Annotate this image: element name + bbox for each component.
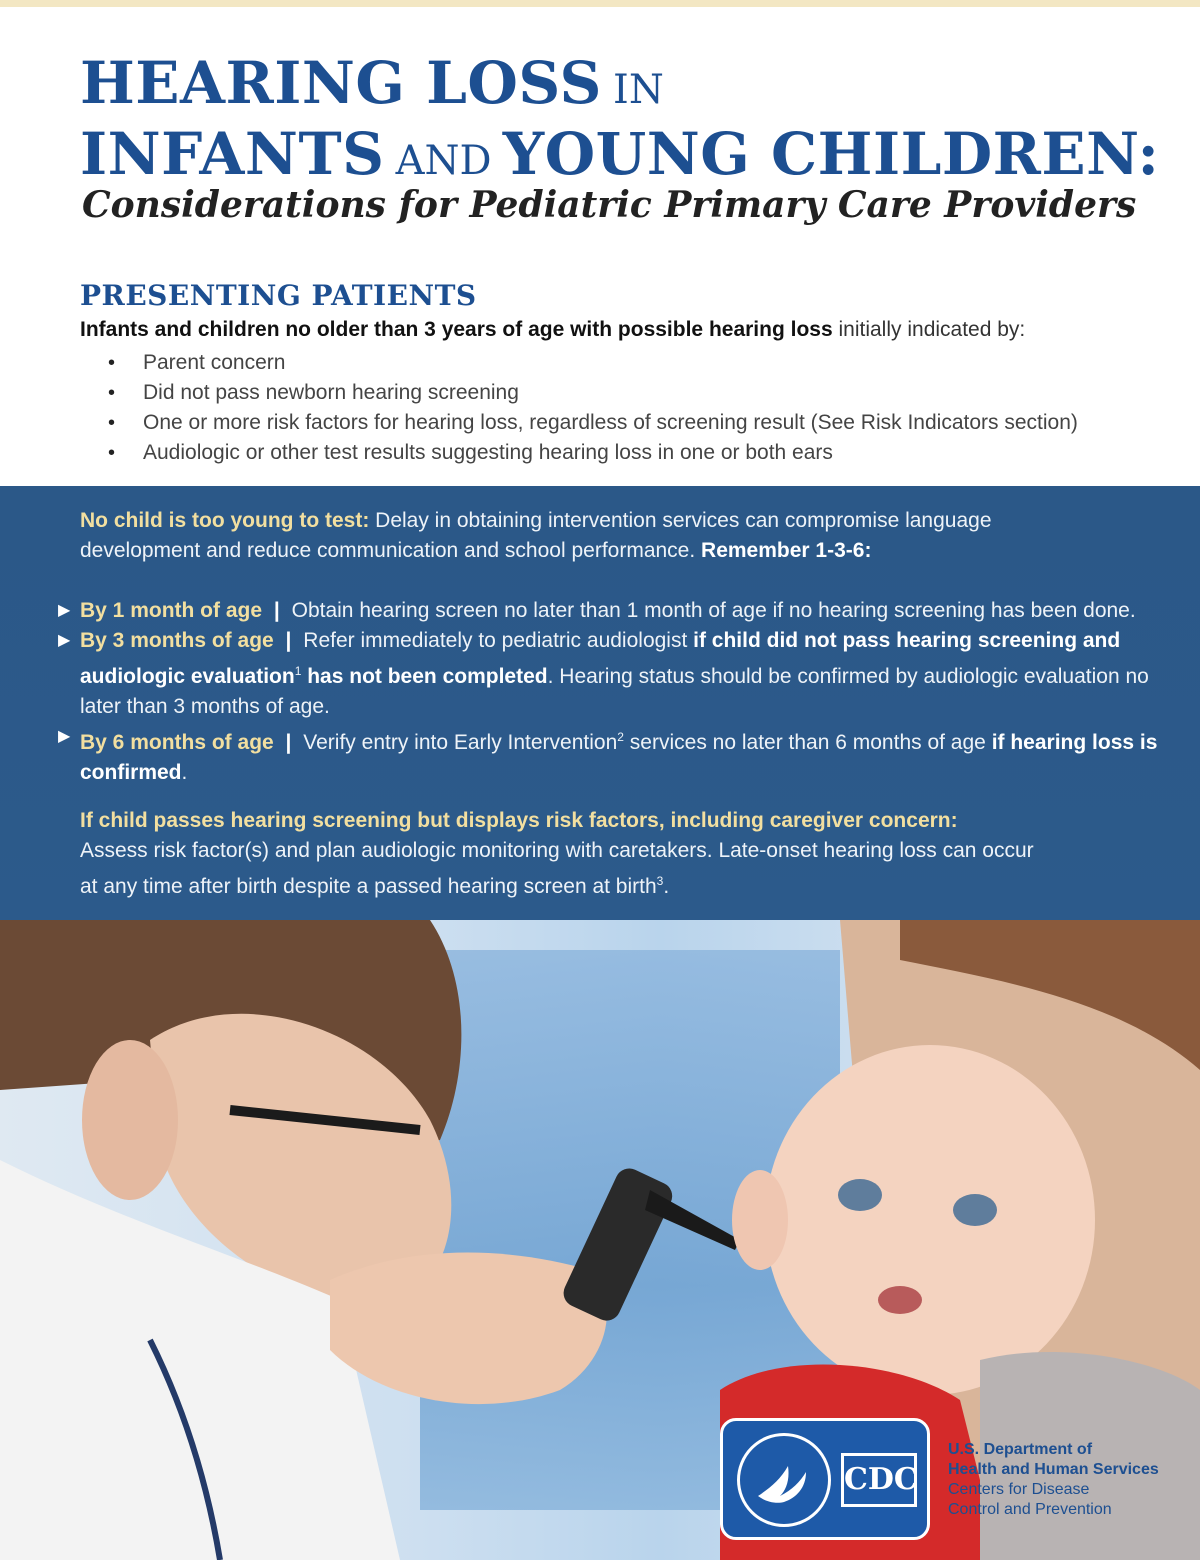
milestone-text: Obtain hearing screen no later than 1 month of age if no hearing screening has been done. <box>291 599 1136 622</box>
milestone-bold: if child did not pass hearing screening and audiologic evaluation <box>80 629 1121 688</box>
milestone-text: . Hearing status should be confirmed by audiologic evaluation no later than 3 months of age. <box>80 665 1149 718</box>
title-infants: INFANTS <box>80 120 385 188</box>
top-accent-bar <box>0 0 1200 7</box>
para3-lead: If child passes hearing screening but displays risk factors, including caregiver concern: <box>80 809 958 832</box>
title-line1: HEARING LOSS <box>80 49 602 117</box>
milestone-text: Refer immediately to pediatric audiologist <box>303 629 694 652</box>
para1-end: Remember 1-3-6: <box>701 539 872 562</box>
remember-136-band <box>0 486 1200 920</box>
separator: | <box>285 731 292 754</box>
agency-line: U.S. Department of <box>948 1441 1093 1458</box>
triangle-right-icon: ▶ <box>58 632 71 649</box>
presenting-list <box>80 348 1078 468</box>
para1-lead: No child is too young to test: <box>80 509 370 532</box>
list-item: • Audiologic or other test results suggesting hearing loss in one or both ears <box>80 438 1078 468</box>
doctor-ear <box>82 1040 178 1200</box>
hhs-seal-icon <box>737 1433 831 1527</box>
otoscope-icon <box>559 1164 677 1325</box>
milestone-label: By 6 months of age <box>80 731 274 754</box>
footnote-ref: 1 <box>294 664 302 678</box>
footnote-ref: 3 <box>656 874 664 888</box>
separator: | <box>285 629 292 652</box>
milestone-row-1-month <box>58 596 1178 626</box>
para3-end: . <box>663 875 670 898</box>
milestone-text: Verify entry into Early Intervention <box>303 731 618 754</box>
milestone-bold: has not been completed <box>301 665 548 688</box>
footnote-ref: 2 <box>617 730 624 744</box>
triangle-right-icon: ▶ <box>58 602 71 619</box>
agency-line: Control and Prevention <box>948 1501 1112 1518</box>
doctor-hand <box>330 1253 607 1405</box>
list-item: • Did not pass newborn hearing screening <box>80 378 1078 408</box>
cdc-logo <box>720 1418 930 1540</box>
milestone-row-3-months <box>58 626 1178 722</box>
page-title <box>80 49 1160 194</box>
baby-eye-left <box>838 1179 882 1211</box>
para1-text: Delay in obtaining intervention services can compromise language development and reduce communication and school performance. <box>80 509 992 562</box>
triangle-right-icon: ▶ <box>58 728 71 745</box>
milestone-label: By 1 month of age <box>80 599 263 622</box>
title-young-children: YOUNG CHILDREN: <box>502 120 1160 188</box>
title-and: AND <box>395 138 492 184</box>
presenting-intro <box>80 318 1025 342</box>
intro-rest: initially indicated by: <box>832 318 1026 341</box>
milestone-list <box>58 596 1178 788</box>
agency-line: Centers for Disease <box>948 1481 1090 1498</box>
list-item: • One or more risk factors for hearing loss, regardless of screening result (See Risk Indicators section) <box>80 408 1078 438</box>
doctor-examining-infant-photo <box>0 920 1200 1560</box>
baby-eye-right <box>953 1194 997 1226</box>
eagle-icon <box>740 1436 828 1524</box>
intro-bold: Infants and children no older than 3 years of age with possible hearing loss <box>80 318 833 341</box>
milestone-bold: if hearing loss is confirmed <box>80 731 1158 784</box>
list-item: • Parent concern <box>80 348 1078 378</box>
para3-text: Assess risk factor(s) and plan audiologic monitoring with caretakers. Late-onset hearing loss can occur at any time after birth despite a passed hearing screen at birth <box>80 839 1034 898</box>
agency-line: Health and Human Services <box>948 1461 1159 1478</box>
title-in: IN <box>613 67 664 113</box>
milestone-label: By 3 months of age <box>80 629 274 652</box>
separator: | <box>273 599 280 622</box>
milestone-text: . <box>181 761 188 784</box>
baby-ear <box>732 1170 788 1270</box>
baby-mouth <box>878 1286 922 1314</box>
no-child-too-young-paragraph <box>80 506 1040 566</box>
baby-head <box>765 1045 1095 1395</box>
risk-factors-paragraph <box>80 806 1040 902</box>
milestone-text: services no later than 6 months of age <box>623 731 992 754</box>
section-heading-presenting: PRESENTING PATIENTS <box>80 279 477 312</box>
milestone-row-6-months <box>58 722 1178 788</box>
cdc-wordmark: CDC <box>841 1453 917 1507</box>
page-subtitle: Considerations for Pediatric Primary Care Providers <box>82 184 1137 226</box>
agency-name <box>948 1440 1193 1520</box>
